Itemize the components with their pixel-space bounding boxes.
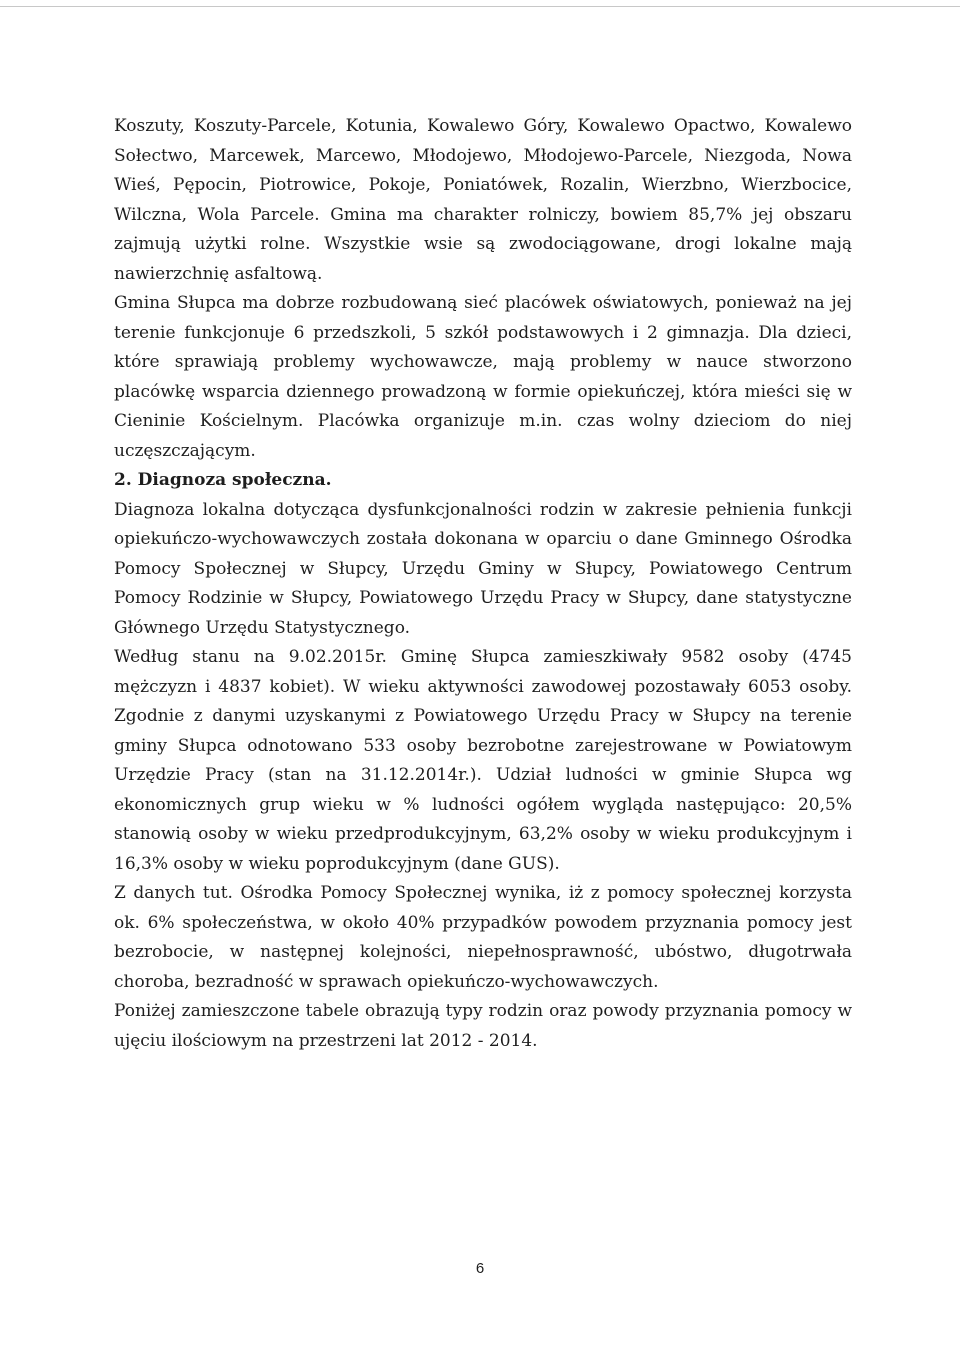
- paragraph-diagnosis: Diagnoza lokalna dotycząca dysfunkcjonalności rodzin w zakresie pełnienia funkcji opiekuńczo-wychowawczych została dokonana w oparciu o dane Gminnego Ośrodka Pomocy Społecznej w Słupcy, Urzędu Gminy w Słupcy, Powiatowego Centrum Pomocy Rodzinie w Słupcy, Powiatowego Urzędu Pracy w Słupcy, dane statystyczne Głównego Urzędu Statystycznego.: [114, 499, 852, 638]
- paragraph-tables-intro: Poniżej zamieszczone tabele obrazują typy rodzin oraz powody przyznania pomocy w ujęciu ilościowym na przestrzeni lat 2012 - 2014.: [114, 1001, 852, 1051]
- paragraph-villages: Koszuty, Koszuty-Parcele, Kotunia, Kowalewo Góry, Kowalewo Opactwo, Kowalewo Sołectwo, Marcewek, Marcewo, Młodojewo, Młodojewo-Parcele, Niezgoda, Nowa Wieś, Pępocin, Piotrowice, Pokoje, Poniatówek, Rozalin, Wierzbno, Wierzbocice, Wilczna, Wola Parcele. Gmina ma charakter rolniczy, bowiem 85,7% jej obszaru zajmują użytki rolne. Wszystkie wsie są zwodociągowane, drogi lokalne mają nawierzchnię asfaltową.: [114, 116, 852, 284]
- section-heading: 2. Diagnoza społeczna.: [114, 470, 332, 490]
- paragraph-social-help: Z danych tut. Ośrodka Pomocy Społecznej wynika, iż z pomocy społecznej korzysta ok. 6% społeczeństwa, w około 40% przypadków powodem przyznania pomocy jest bezrobocie, w następnej kolejności, niepełnosprawność, ubóstwo, długotrwała choroba, bezradność w sprawach opiekuńczo-wychowawczych.: [114, 883, 852, 992]
- document-page: [114, 112, 852, 1056]
- paragraph-population: Według stanu na 9.02.2015r. Gminę Słupca zamieszkiwały 9582 osoby (4745 mężczyzn i 4837 kobiet). W wieku aktywności zawodowej pozostawały 6053 osoby. Zgodnie z danymi uzyskanymi z Powiatowego Urzędu Pracy w Słupcy na terenie gminy Słupca odnotowano 533 osoby bezrobotne zarejestrowane w Powiatowym Urzędzie Pracy (stan na 31.12.2014r.). Udział ludności w gminie Słupca wg ekonomicznych grup wieku w % ludności ogółem wygląda następująco: 20,5% stanowią osoby w wieku przedprodukcyjnym, 63,2% osoby w wieku produkcyjnym i 16,3% osoby w wieku poprodukcyjnym (dane GUS).: [114, 647, 852, 874]
- scan-top-edge: [0, 6, 960, 7]
- page-number: 6: [475, 1260, 485, 1277]
- paragraph-education: Gmina Słupca ma dobrze rozbudowaną sieć placówek oświatowych, ponieważ na jej terenie funkcjonuje 6 przedszkoli, 5 szkół podstawowych i 2 gimnazja. Dla dzieci, które sprawiają problemy wychowawcze, mają problemy w nauce stworzono placówkę wsparcia dziennego prowadzoną w formie opiekuńczej, która mieści się w Cieninie Kościelnym. Placówka organizuje m.in. czas wolny dzieciom do niej uczęszczającym.: [114, 293, 852, 461]
